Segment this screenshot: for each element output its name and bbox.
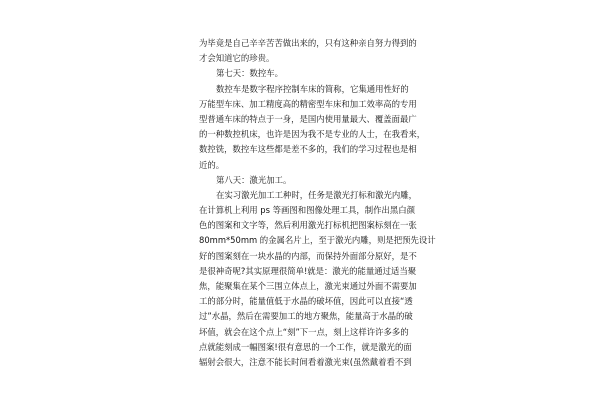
text-line: 万能型车床、加工精度高的精密型车床和加工效率高的专用: [199, 98, 417, 109]
text-line: 才会知道它的珍贵。: [199, 53, 275, 64]
text-line: 工的部分时，能量值低于水晶的破坏值，因此可以直接“透: [199, 296, 413, 307]
section-heading-day-7: 第七天：数控车。: [216, 68, 283, 79]
text-line: 坏值，就会在这个点上“刻”下一点，刻上这样许许多多的: [199, 326, 409, 337]
text-line: 80mm*50mm 的金属名片上，至于激光内雕，则是把预先设计: [199, 235, 436, 246]
text-line: 辐射会很大，注意不能长时间看着激光束(虽然戴着看不到: [199, 356, 412, 367]
text-line: 的一种数控机床，也许是因为我不是专业的人士，在我看来，: [199, 129, 426, 140]
text-line: 为毕竟是自己辛辛苦苦做出来的，只有这种亲自努力得到的: [199, 38, 417, 48]
text-line: 色的图案和文字等，然后利用激光打标机把图案标刻在一张: [199, 220, 417, 231]
text-line: 过”水晶，然后在需要加工的地方聚焦，能量高于水晶的破: [199, 311, 413, 322]
text-line: 在实习激光加工工种时，任务是激光打标和激光内雕，: [216, 189, 417, 200]
text-line: 点就能刻成一幅图案!很有意思的一个工作，就是激光的面: [199, 341, 412, 352]
text-line: 数控车是数字程序控制车床的简称，它集通用性好的: [216, 83, 409, 94]
text-line: 在计算机上利用 ps 等画图和图像处理工具，制作出黑白颜: [199, 205, 416, 216]
text-line: 是很神奇呢?其实原理很简单!就是：激光的能量通过适当聚: [199, 265, 417, 276]
text-line: 焦，能聚集在某个三围立体点上，激光束通过外面不需要加: [199, 281, 417, 291]
text-line: 数控铣，数控车这些都是差不多的，我们的学习过程也是相: [199, 144, 417, 155]
section-heading-day-8: 第八天：激光加工。: [216, 174, 292, 185]
document-body: [199, 36, 436, 370]
text-line: 好的图案刻在一块水晶的内部，而保持外面部分原好，是不: [199, 250, 417, 261]
text-line: 近的。: [199, 159, 225, 170]
text-line: 型普通车床的特点于一身，是国内使用量最大、覆盖面最广: [199, 113, 417, 124]
